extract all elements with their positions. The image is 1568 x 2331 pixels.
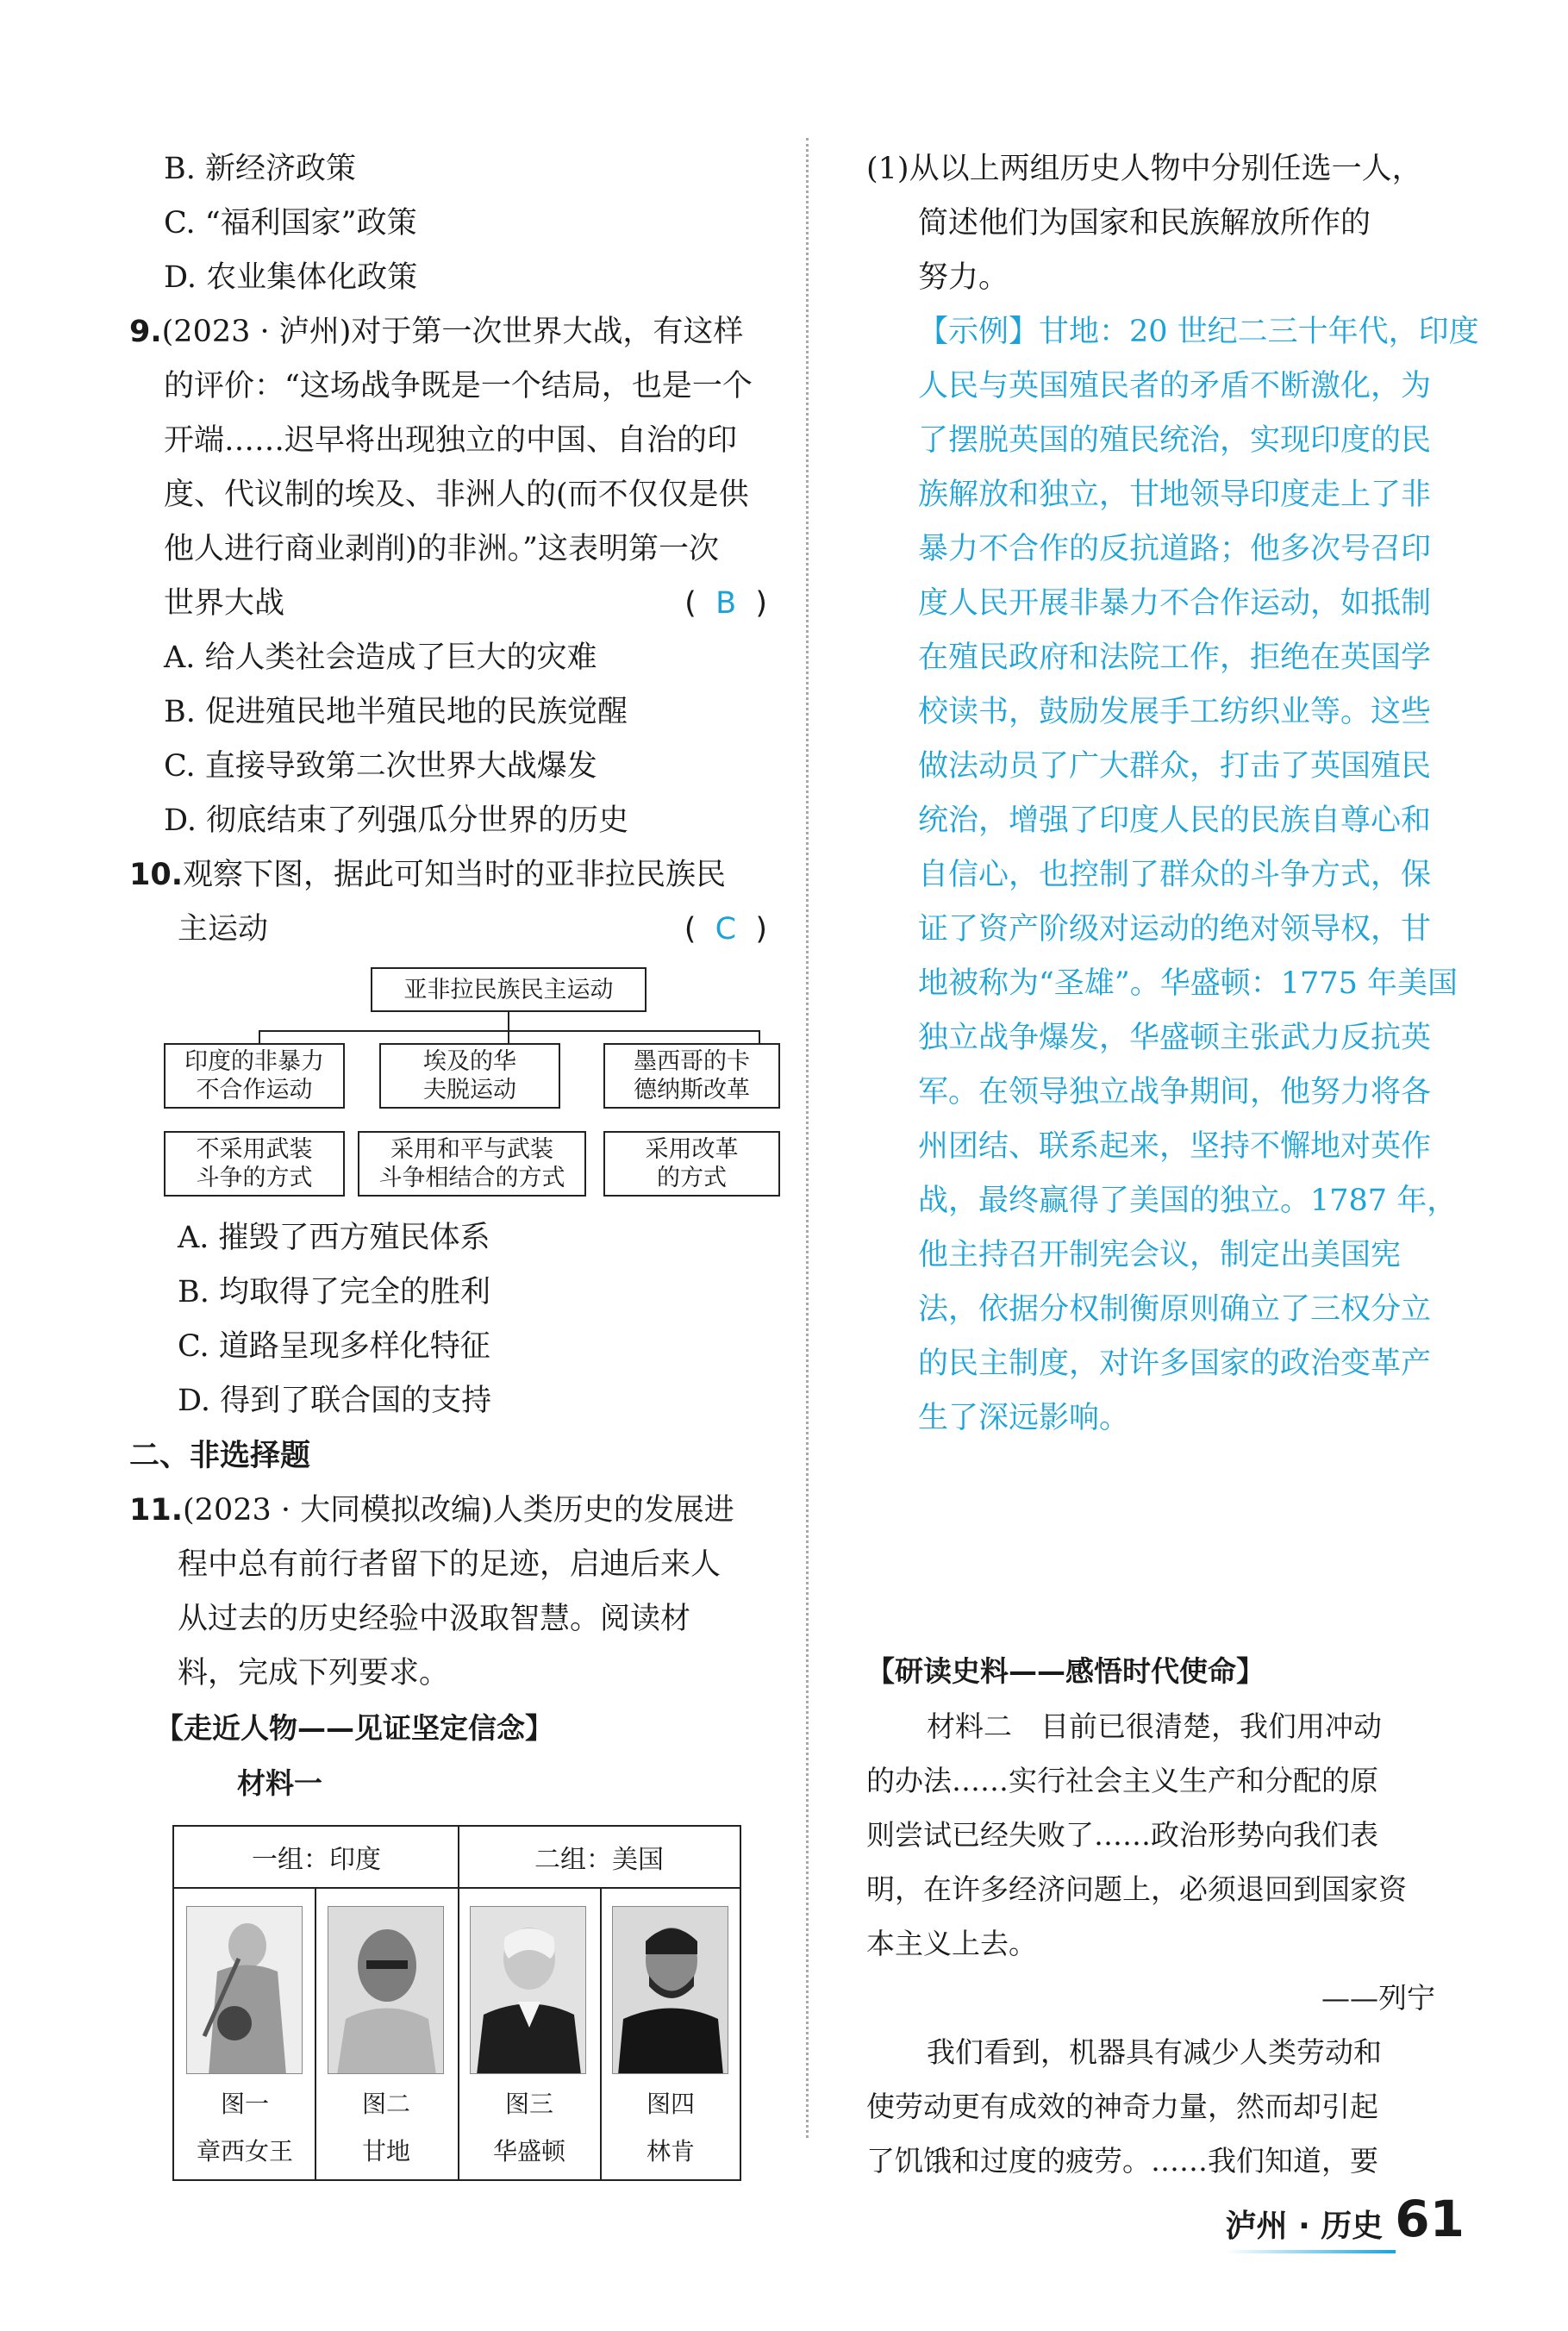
portrait-queen-jhansi xyxy=(186,1906,303,2074)
section-heading: 二、非选择题 xyxy=(129,1439,311,1473)
diagram-bottom-box-egypt: 采用和平与武装 斗争相结合的方式 xyxy=(358,1131,586,1197)
q10-answer-letter: C xyxy=(715,912,737,947)
q11-line: 料，完成下列要求。 xyxy=(178,1656,450,1690)
left-column xyxy=(129,142,767,2181)
q9-line: 开端……迟早将出现独立的中国、自治的印 xyxy=(164,423,738,458)
material-label: 材料一 xyxy=(237,1766,322,1800)
diagram-mid-box-egypt: 埃及的华 夫脱运动 xyxy=(379,1043,560,1109)
figure-name: 华盛顿 xyxy=(492,2137,565,2165)
portrait-table xyxy=(172,1825,741,2181)
material2-line: 则尝试已经失败了……政治形势向我们表 xyxy=(866,1818,1378,1852)
diagram-bottom-box-mexico: 采用改革 的方式 xyxy=(603,1131,780,1197)
table-separator xyxy=(458,1827,459,2179)
material2-line: 本主义上去。 xyxy=(866,1927,1037,1960)
example-answer-line: 地被称为“圣雄”。华盛顿：1775 年美国 xyxy=(918,966,1458,1001)
example-answer-line: 他主持召开制宪会议，制定出美国宪 xyxy=(918,1238,1402,1272)
example-answer-line: 统治，增强了印度人民的民族自尊心和 xyxy=(918,803,1432,838)
q11-sub1-line: 简述他们为国家和民族解放所作的 xyxy=(918,206,1371,241)
figure-label: 图一 xyxy=(220,2090,269,2118)
right-column xyxy=(866,142,1479,2188)
example-answer-line: 军。在领导独立战争期间，他努力将各 xyxy=(918,1075,1432,1109)
material2-line: 材料二 目前已很清楚，我们用冲动 xyxy=(927,1709,1382,1743)
q9-line: 的评价：“这场战争既是一个结局，也是一个 xyxy=(164,369,753,403)
q9-line xyxy=(129,305,767,359)
example-answer-line: 自信心，也控制了群众的斗争方式，保 xyxy=(918,858,1432,892)
example-answer-line: 族解放和独立，甘地领导印度走上了非 xyxy=(918,478,1432,512)
q9-number: 9. xyxy=(129,315,162,349)
footer-underline xyxy=(1226,2250,1396,2253)
example-answer-line: 证了资产阶级对运动的绝对领导权，甘 xyxy=(918,912,1432,947)
q9-option-a: A. 给人类社会造成了巨大的灾难 xyxy=(164,641,597,675)
q11-number: 11. xyxy=(129,1493,184,1528)
q10-number: 10. xyxy=(129,858,184,892)
q11-line xyxy=(129,1484,767,1538)
q8-option-c: C. “福利国家”政策 xyxy=(164,206,417,241)
q11-text: (2023 · 大同模拟改编)人类历史的发展进 xyxy=(183,1493,734,1528)
q10-option-c: C. 道路呈现多样化特征 xyxy=(178,1329,490,1364)
reading-heading: 【研读史料——感悟时代使命】 xyxy=(866,1654,1265,1688)
footer-brand: 泸州 · 历史 xyxy=(1225,2209,1384,2244)
q11-sub1-line: (1)从以上两组历史人物中分别任选一人， xyxy=(866,152,1422,186)
example-answer-line: 生了深远影响。 xyxy=(918,1401,1130,1435)
portrait-lincoln xyxy=(612,1906,728,2074)
q11-subheading: 【走近人物——见证坚定信念】 xyxy=(155,1711,553,1745)
movement-diagram xyxy=(164,967,784,1204)
figure-name: 甘地 xyxy=(361,2137,410,2165)
example-answer-line: 法，依据分权制衡原则确立了三权分立 xyxy=(918,1292,1432,1327)
paragraph-line: 使劳动更有成效的神奇力量，然而却引起 xyxy=(866,2090,1378,2123)
q9-option-b: B. 促进殖民地半殖民地的民族觉醒 xyxy=(164,695,628,729)
portrait-washington xyxy=(470,1906,586,2074)
diagram-top-box: 亚非拉民族民主运动 xyxy=(371,967,647,1012)
q9-line: 度、代议制的埃及、非洲人的(而不仅仅是供 xyxy=(164,478,749,512)
diagram-connector xyxy=(508,1030,509,1044)
diagram-mid-box-mexico: 墨西哥的卡 德纳斯改革 xyxy=(603,1043,780,1109)
example-answer-line: 暴力不合作的反抗道路；他多次号召印 xyxy=(918,532,1432,566)
q10-text: 观察下图，据此可知当时的亚非拉民族民 xyxy=(183,858,727,892)
column-divider xyxy=(806,138,809,2138)
page-footer xyxy=(1226,2190,1465,2248)
example-answer-line: 了摆脱英国的殖民统治，实现印度的民 xyxy=(918,423,1432,458)
material2-line: 明，在许多经济问题上，必须退回到国家资 xyxy=(866,1872,1407,1906)
material2-line: 的办法……实行社会主义生产和分配的原 xyxy=(866,1764,1378,1797)
q9-text: 世界大战 xyxy=(164,586,285,621)
q9-answer-letter: B xyxy=(715,586,737,621)
page-number: 61 xyxy=(1395,2190,1465,2248)
diagram-bottom-box-india: 不采用武装 斗争的方式 xyxy=(164,1131,345,1197)
attribution: ——列宁 xyxy=(1321,1981,1435,2015)
example-answer-line: 战，最终赢得了美国的独立。1787 年， xyxy=(918,1184,1458,1218)
figure-name: 章西女王 xyxy=(196,2137,293,2165)
example-answer-line: 校读书，鼓励发展手工纺织业等。这些 xyxy=(918,695,1432,729)
example-answer-line: 州团结、联系起来，坚持不懈地对英作 xyxy=(918,1129,1432,1164)
q11-line: 程中总有前行者留下的足迹，启迪后来人 xyxy=(178,1547,722,1582)
q10-line xyxy=(129,848,767,903)
q8-option-b: B. 新经济政策 xyxy=(164,152,356,186)
group-header-usa: 二组：美国 xyxy=(459,1827,740,1889)
paragraph-line: 了饥饿和过度的疲劳。……我们知道，要 xyxy=(866,2144,1378,2178)
example-text: 甘地：20 世纪二三十年代，印度 xyxy=(1039,315,1479,349)
example-answer-line: 人民与英国殖民者的矛盾不断激化，为 xyxy=(918,369,1432,403)
q8-option-d: D. 农业集体化政策 xyxy=(164,260,418,295)
example-tag: 【示例】 xyxy=(918,315,1040,349)
q10-option-b: B. 均取得了完全的胜利 xyxy=(178,1275,490,1309)
example-answer-line: 的民主制度，对许多国家的政治变革产 xyxy=(918,1347,1432,1381)
example-answer-line xyxy=(866,305,1479,359)
portrait-gandhi xyxy=(328,1906,444,2074)
diagram-mid-box-india: 印度的非暴力 不合作运动 xyxy=(164,1043,345,1109)
q10-text: 主运动 xyxy=(178,912,269,947)
q10-option-d: D. 得到了联合国的支持 xyxy=(178,1384,492,1418)
diagram-connector xyxy=(259,1030,260,1044)
q11-line: 从过去的历史经验中汲取智慧。阅读材 xyxy=(178,1602,691,1636)
figure-label: 图二 xyxy=(361,2090,410,2118)
q10-last-line xyxy=(129,903,767,957)
q9-text: (2023 · 泸州)对于第一次世界大战，有这样 xyxy=(161,315,744,349)
example-answer-line: 度人民开展非暴力不合作运动，如抵制 xyxy=(918,586,1432,621)
q9-option-c: C. 直接导致第二次世界大战爆发 xyxy=(164,749,597,784)
q9-answer: ( B ) xyxy=(684,586,767,621)
diagram-connector xyxy=(759,1030,760,1044)
q11-sub1-line: 努力。 xyxy=(918,260,1009,295)
table-separator xyxy=(315,1889,316,2179)
q10-option-a: A. 摧毁了西方殖民体系 xyxy=(178,1221,490,1255)
figure-label: 图三 xyxy=(504,2090,553,2118)
q9-line: 他人进行商业剥削)的非洲。”这表明第一次 xyxy=(164,532,720,566)
example-answer-line: 在殖民政府和法院工作，拒绝在英国学 xyxy=(918,641,1432,675)
diagram-connector xyxy=(508,1012,509,1031)
q10-answer: ( C ) xyxy=(684,912,767,947)
figure-label: 图四 xyxy=(646,2090,695,2118)
example-answer-line: 做法动员了广大群众，打击了英国殖民 xyxy=(918,749,1432,784)
q9-last-line xyxy=(129,577,767,631)
paragraph-line: 我们看到，机器具有减少人类劳动和 xyxy=(927,2035,1382,2069)
q9-option-d: D. 彻底结束了列强瓜分世界的历史 xyxy=(164,803,629,838)
blank-space xyxy=(866,1446,1461,1644)
example-answer-line: 独立战争爆发，华盛顿主张武力反抗英 xyxy=(918,1021,1432,1055)
group-header-india: 一组：印度 xyxy=(174,1827,459,1889)
figure-name: 林肯 xyxy=(646,2137,695,2165)
